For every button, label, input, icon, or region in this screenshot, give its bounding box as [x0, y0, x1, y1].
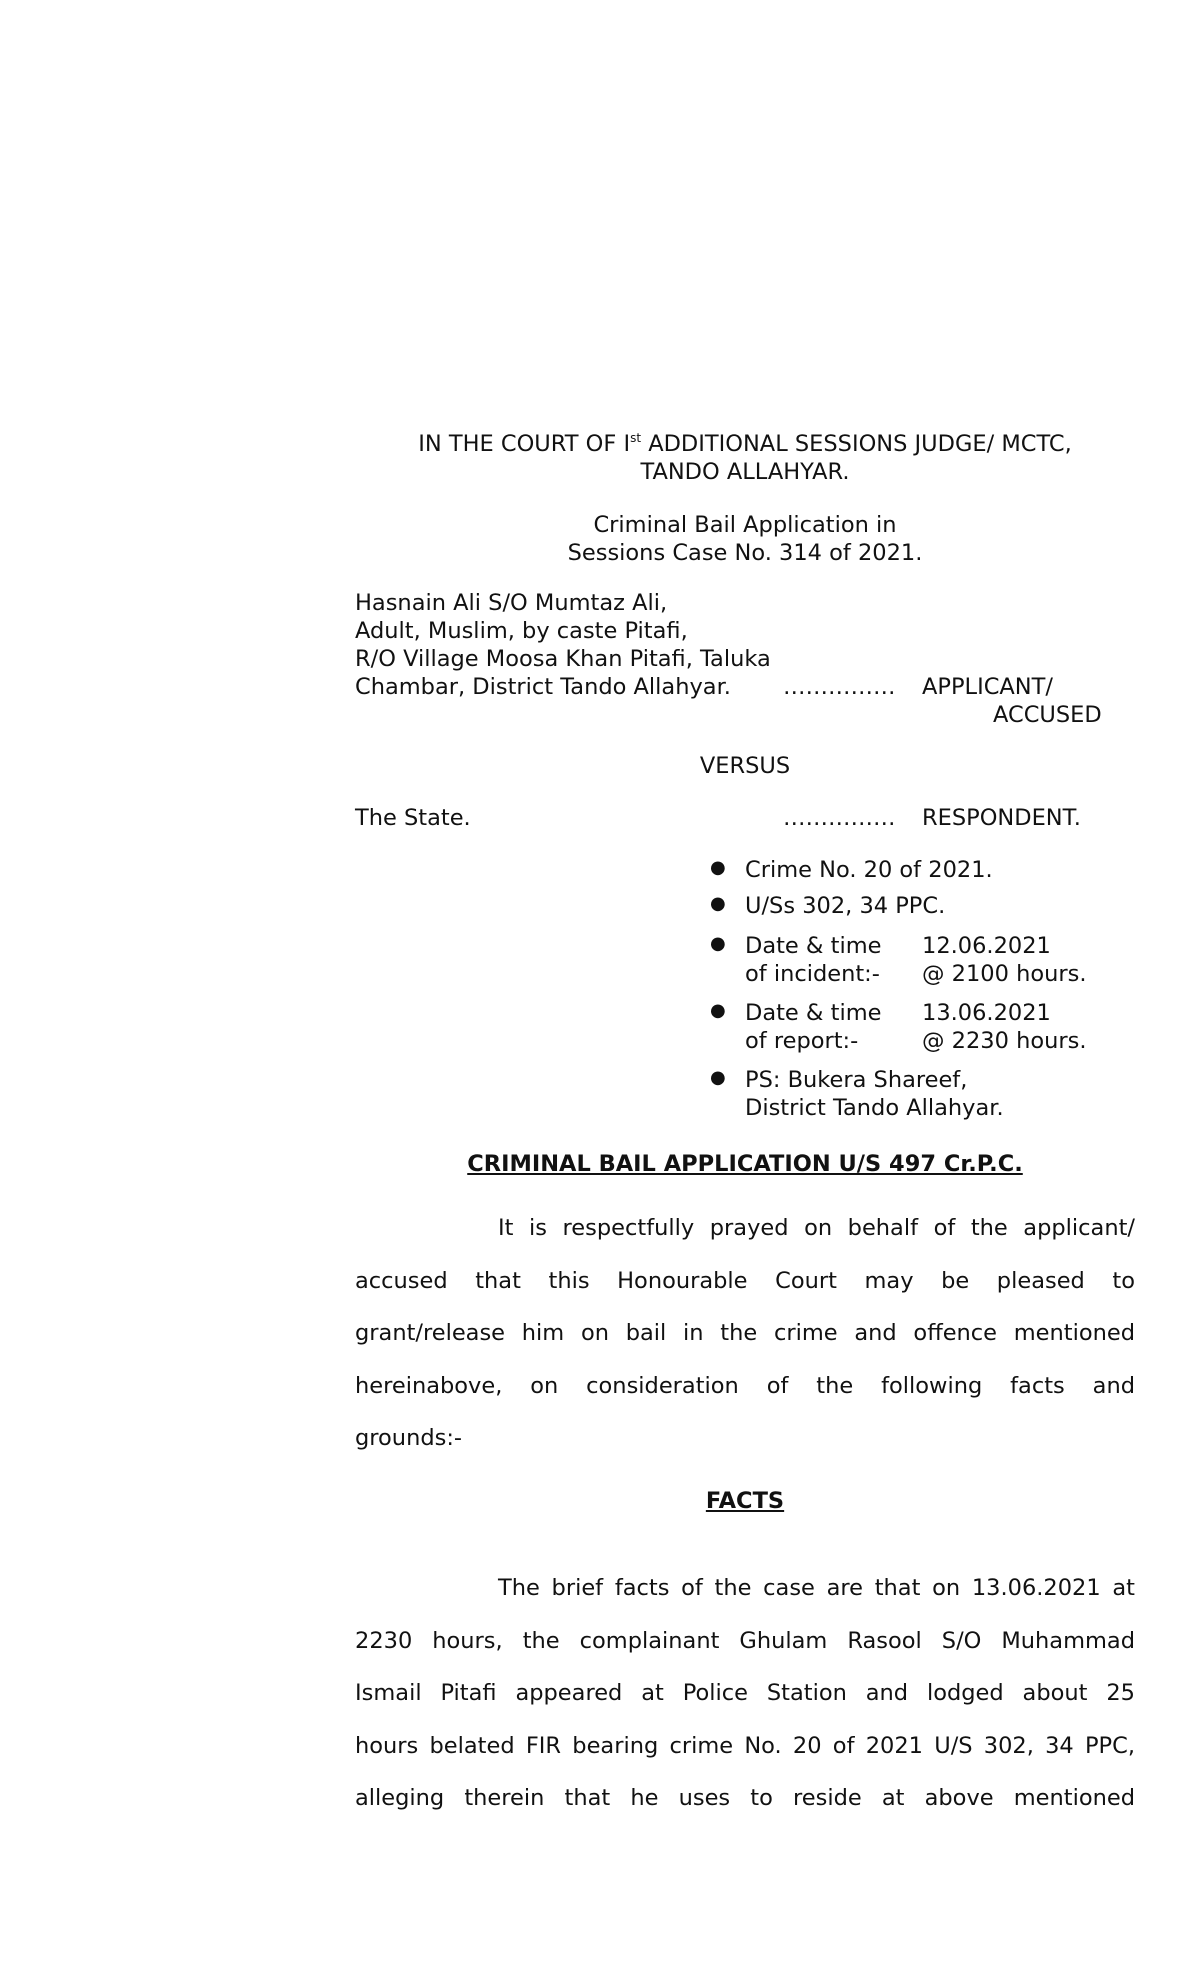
paragraph-line: hours belated FIR bearing crime No. 20 of 2021 U/S 302, 34 PPC, [355, 1732, 1135, 1759]
applicant-line: Chambar, District Tando Allahyar. [355, 674, 731, 700]
bullet-icon: ● [710, 1067, 726, 1088]
court-heading-superscript: st [630, 431, 642, 445]
applicant-line: R/O Village Moosa Khan Pitafi, Taluka [355, 646, 771, 672]
detail-label: U/Ss 302, 34 PPC. [745, 893, 946, 919]
court-heading-suffix: ADDITIONAL SESSIONS JUDGE/ MCTC, [641, 431, 1072, 457]
applicant-line: Hasnain Ali S/O Mumtaz Ali, [355, 590, 668, 616]
applicant-role: APPLICANT/ [922, 674, 1053, 700]
detail-label: PS: Bukera Shareef, [745, 1067, 968, 1093]
prayer-paragraph [355, 1202, 1135, 1465]
detail-label: Date & time [745, 1000, 882, 1026]
detail-label: Date & time [745, 933, 882, 959]
detail-label: Crime No. 20 of 2021. [745, 857, 993, 883]
bullet-icon: ● [710, 857, 726, 878]
applicant-role-2: ACCUSED [993, 702, 1102, 728]
respondent-role: RESPONDENT. [922, 805, 1081, 831]
bail-application-heading: CRIMINAL BAIL APPLICATION U/S 497 Cr.P.C. [467, 1151, 1023, 1177]
applicant-line: Adult, Muslim, by caste Pitafi, [355, 618, 688, 644]
respondent-dots: …………… [783, 805, 896, 831]
versus-label: VERSUS [699, 753, 791, 779]
paragraph-line: Ismail Pitafi appeared at Police Station and lodged about 25 [355, 1680, 1135, 1707]
paragraph-line: hereinabove, on consideration of the following facts and [355, 1372, 1135, 1399]
court-heading-prefix: IN THE COURT OF I [418, 431, 631, 457]
facts-paragraph [355, 1562, 1135, 1825]
paragraph-line: It is respectfully prayed on behalf of the applicant/ [498, 1215, 1135, 1241]
case-title-line1: Criminal Bail Application in [593, 512, 897, 538]
detail-label: of report:- [745, 1028, 859, 1054]
bullet-icon: ● [710, 893, 726, 914]
detail-value: 13.06.2021 [922, 1000, 1051, 1026]
detail-label: District Tando Allahyar. [745, 1095, 1004, 1121]
detail-value: @ 2230 hours. [922, 1028, 1087, 1054]
case-details-list [0, 857, 1200, 1127]
paragraph-line: alleging therein that he uses to reside at above mentioned [355, 1785, 1135, 1812]
court-heading-line2: TANDO ALLAHYAR. [640, 459, 850, 485]
paragraph-line: accused that this Honourable Court may be pleased to [355, 1267, 1135, 1294]
detail-value: @ 2100 hours. [922, 961, 1087, 987]
paragraph-line: 2230 hours, the complainant Ghulam Rasool S/O Muhammad [355, 1627, 1135, 1654]
paragraph-line: The brief facts of the case are that on 13.06.2021 at [498, 1575, 1135, 1601]
detail-value: 12.06.2021 [922, 933, 1051, 959]
bullet-icon: ● [710, 933, 726, 954]
bullet-icon: ● [710, 1000, 726, 1021]
facts-heading: FACTS [705, 1488, 785, 1514]
detail-label: of incident:- [745, 961, 880, 987]
paragraph-line: grounds:- [355, 1425, 463, 1452]
case-title-line2: Sessions Case No. 314 of 2021. [567, 540, 923, 566]
respondent-name: The State. [355, 805, 471, 831]
paragraph-line: grant/release him on bail in the crime and offence mentioned [355, 1320, 1135, 1347]
court-heading-line1 [355, 431, 1135, 457]
applicant-dots: …………… [783, 674, 896, 700]
